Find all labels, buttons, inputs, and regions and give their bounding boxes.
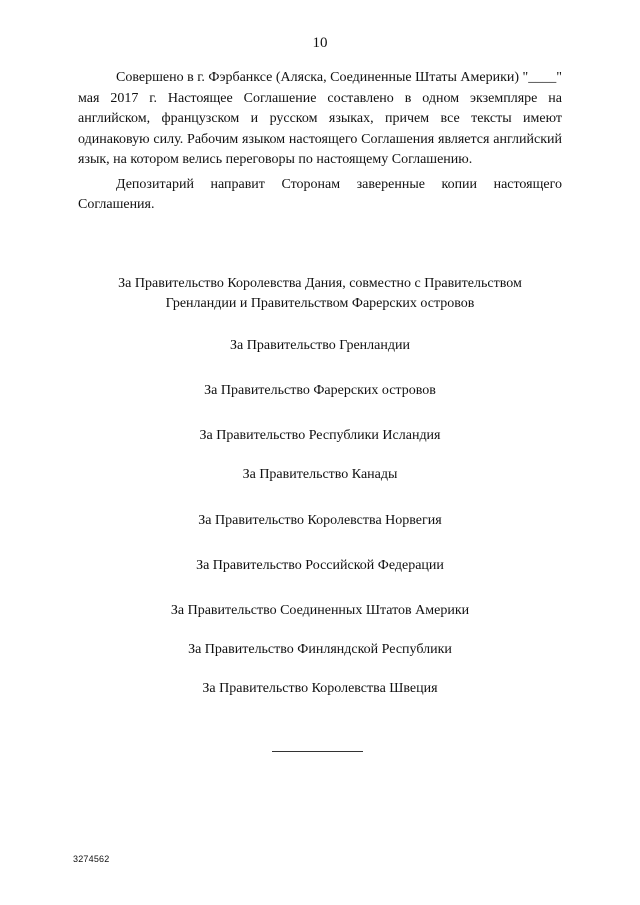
signatory-line: За Правительство Гренландии xyxy=(230,338,410,353)
signatory-line: За Правительство Фарерских островов xyxy=(204,383,436,398)
signatory-line: За Правительство Королевства Швеция xyxy=(202,681,438,696)
closing-rule xyxy=(272,751,363,752)
document-code: 3274562 xyxy=(73,854,110,864)
signatory-sweden xyxy=(0,679,640,699)
signatory-line: За Правительство Королевства Дания, совместно с Правительством xyxy=(118,276,522,291)
signatory-denmark xyxy=(0,274,640,314)
signatory-finland xyxy=(0,640,640,660)
signatory-line: За Правительство Российской Федерации xyxy=(196,558,444,573)
signatory-canada xyxy=(0,465,640,485)
page-number: 10 xyxy=(312,35,328,51)
signatory-line: За Правительство Республики Исландия xyxy=(199,428,441,443)
signatory-line: За Правительство Королевства Норвегия xyxy=(198,513,442,528)
signatory-russia xyxy=(0,556,640,576)
signatory-line: За Правительство Канады xyxy=(242,467,398,482)
closing-clause xyxy=(78,68,562,220)
paragraph-done-at: Совершено в г. Фэрбанксе (Аляска, Соединенные Штаты Америки) "____" мая 2017 г. Настоящее Соглашение составлено в одном экземпляре на английском, французском и русском языках, причем все тексты имеют одинаковую силу. Рабочим языком настоящего Соглашения является английский язык, на котором велись переговоры по настоящему Соглашению. xyxy=(78,70,562,167)
signatory-line: За Правительство Финляндской Республики xyxy=(188,642,452,657)
paragraph-depositary: Депозитарий направит Сторонам заверенные копии настоящего Соглашения. xyxy=(78,176,562,212)
signatory-usa xyxy=(0,601,640,621)
signatory-line: Гренландии и Правительством Фарерских островов xyxy=(165,296,475,311)
signatory-faroe-islands xyxy=(0,381,640,401)
signatory-iceland xyxy=(0,426,640,446)
signatory-line: За Правительство Соединенных Штатов Америки xyxy=(170,603,470,618)
signatory-greenland xyxy=(0,336,640,356)
signatory-norway xyxy=(0,511,640,531)
